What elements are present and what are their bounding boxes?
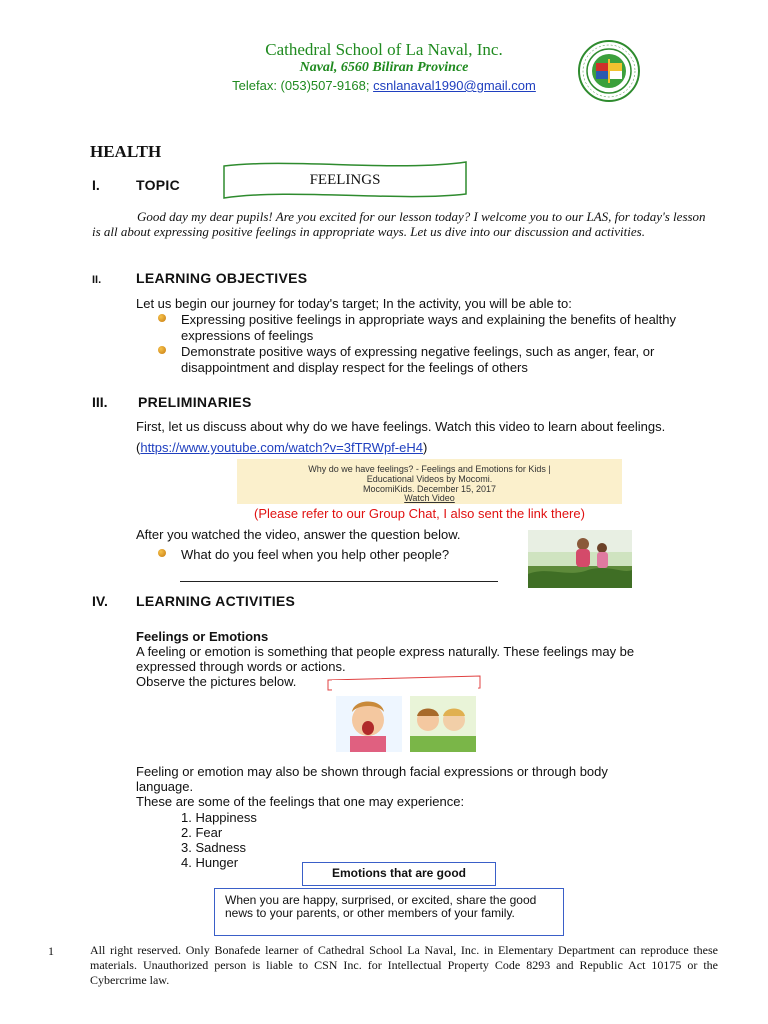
activities-p1-line3: Observe the pictures below. [136,674,297,689]
question-text: What do you feel when you help other people? [181,547,450,562]
intro-paragraph: Good day my dear pupils! Are you excited for our lesson today? I welcome you to our LAS, for today's lesson is all about expressing positive feelings in appropriate ways. Let us dive into our discussion and activities. [92,209,706,239]
email-link[interactable]: csnlanaval1990@gmail.com [373,78,536,93]
topic-label: TOPIC [136,177,181,193]
video-title-line1: Why do we have feelings? - Feelings and Emotions for Kids | [308,464,551,474]
preliminaries-title: PRELIMINARIES [138,394,252,410]
activities-p2-line1: Feeling or emotion may also be shown through facial expressions or through body [136,764,608,779]
objectives-number: II. [92,274,102,286]
paren-close: ) [422,440,428,455]
activities-p2-line3: These are some of the feelings that one may experience: [136,794,465,809]
topic-value: FEELINGS [309,172,381,188]
activities-p2-line2: language. [136,779,194,794]
objective-1-line2: expressions of feelings [181,328,314,343]
activities-title: LEARNING ACTIVITIES [136,593,296,609]
feeling-item: 3. Sadness [181,840,247,855]
good-emotions-description: When you are happy, surprised, or excited, share the good news to your parents, or other members of your family. [214,888,564,936]
school-name: Cathedral School of La Naval, Inc. [265,40,503,59]
video-title-line2: Educational Videos by Mocomi. [366,474,493,484]
copyright-footer: All right reserved. Only Bonafede learner of Cathedral School La Naval, Inc. in Elementary Department can reproduce these materials. Unauthorized person is liable to CSN Inc. for Intellectual Property Code 8293 and Republic Act 10175 or the Cybercrime law. [90,943,718,987]
objectives-lead: Let us begin our journey for today's target; In the activity, you will be able to: [136,296,572,311]
answer-line [180,581,498,582]
helping-garden-photo [528,530,632,588]
group-chat-note: (Please refer to our Group Chat, I also sent the link there) [254,506,585,521]
activities-p1-line1: A feeling or emotion is something that people express naturally. These feelings may be [136,644,635,659]
telefax-text: Telefax: (053)507-9168; [232,78,374,93]
activities-number: IV. [92,593,108,609]
school-contact [0,78,768,93]
objective-2-line2: disappointment and display respect for the feelings of others [181,360,528,375]
bullet-icon [158,346,166,354]
school-address: Naval, 6560 Biliran Province [299,60,469,75]
bullet-icon [158,549,166,557]
video-date: MocomiKids. December 15, 2017 [362,484,497,494]
paren-open: ( [136,440,141,455]
feeling-item: 2. Fear [181,825,223,840]
topic-number: I. [92,177,100,193]
feeling-item: 4. Hunger [181,855,239,870]
page-number: 1 [48,944,54,958]
preliminaries-number: III. [92,394,108,410]
feelings-subheading: Feelings or Emotions [136,629,269,644]
feeling-item: 1. Happiness [181,810,257,825]
watch-video-link[interactable]: Watch Video [404,493,455,503]
objective-2-line1: Demonstrate positive ways of expressing negative feelings, such as anger, fear, or [181,344,655,359]
good-emotions-title: Emotions that are good [302,862,496,886]
after-video-text: After you watched the video, answer the question below. [136,527,461,542]
bullet-icon [158,314,166,322]
school-seal-icon [578,40,640,102]
objective-1-line1: Expressing positive feelings in appropriate ways and explaining the benefits of healthy [181,312,677,327]
preliminaries-lead: First, let us discuss about why do we have feelings. Watch this video to learn about feelings. [136,419,666,434]
subject-heading: HEALTH [90,142,162,161]
video-link-line [136,440,427,455]
youtube-link[interactable]: https://www.youtube.com/watch?v=3fTRWpf-eH4 [140,440,423,455]
activities-p1-line2: expressed through words or actions. [136,659,346,674]
objectives-title: LEARNING OBJECTIVES [136,270,308,286]
children-emotions-photo [332,680,478,752]
